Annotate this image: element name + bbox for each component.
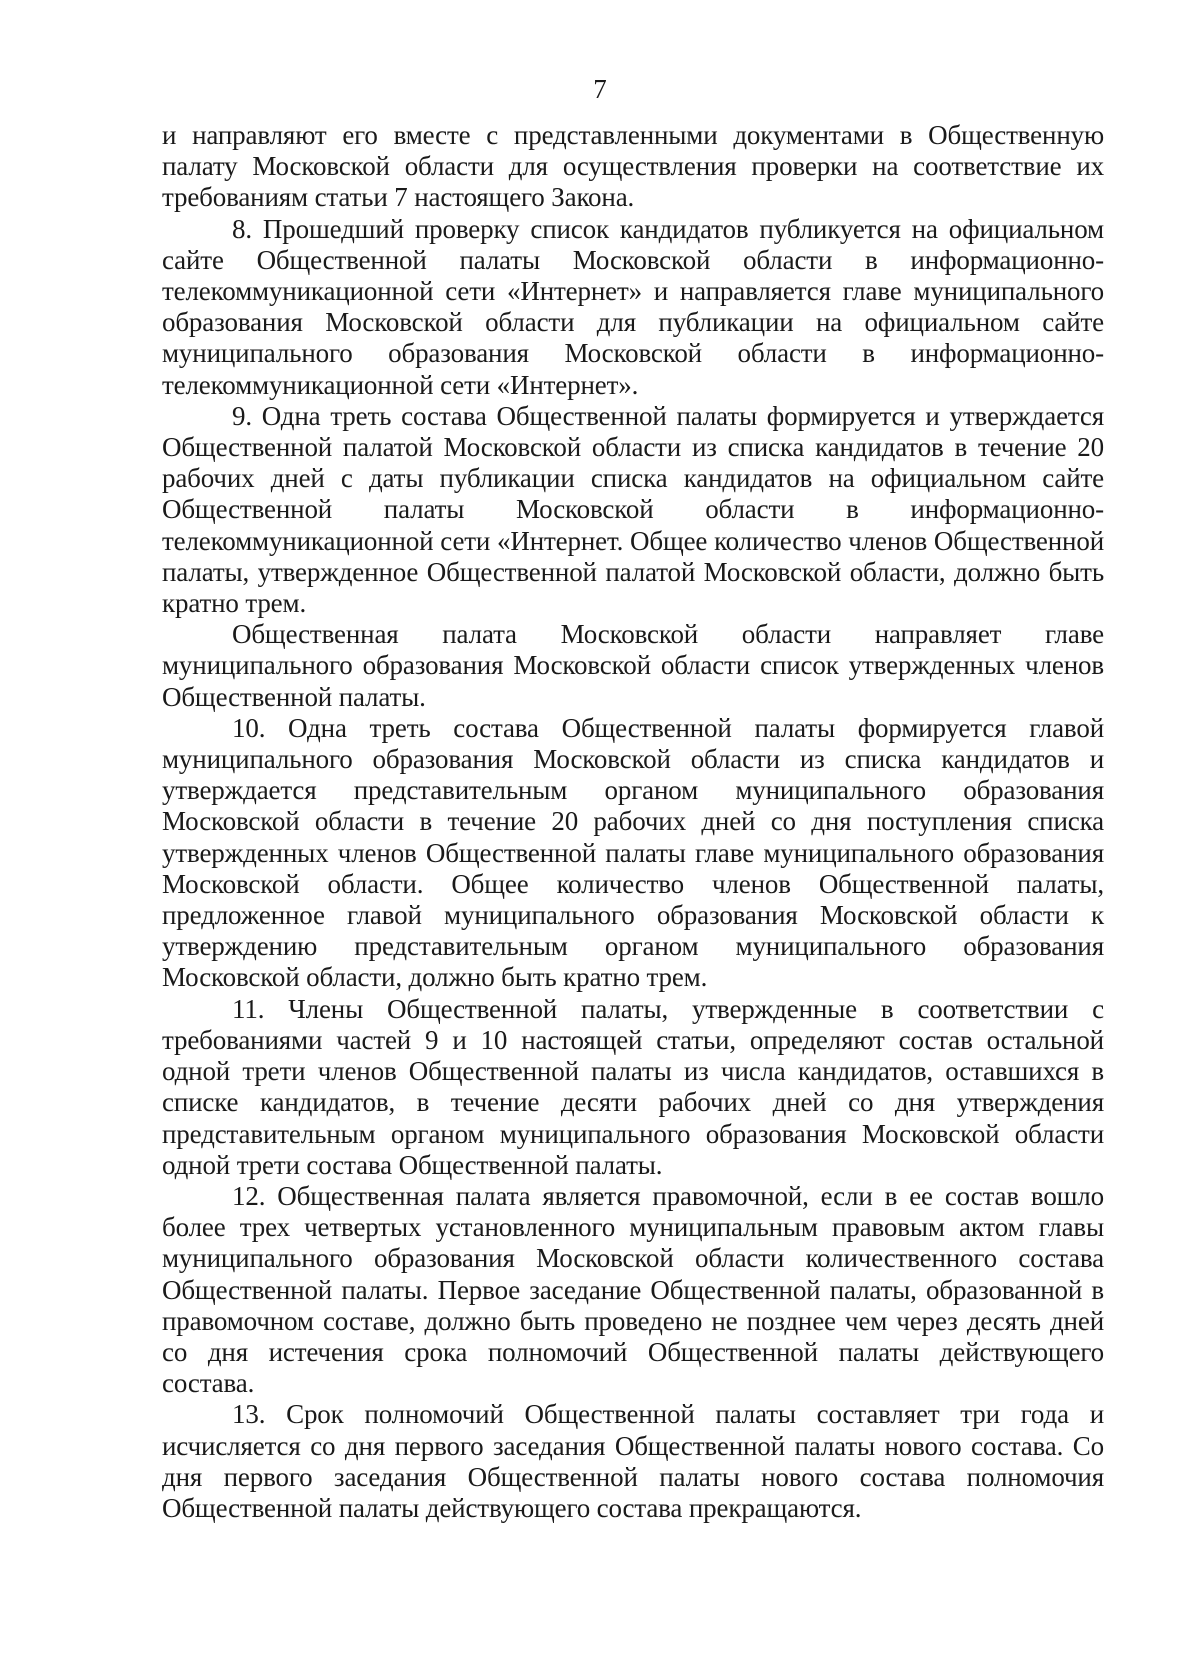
paragraph-item-9: 9. Одна треть состава Общественной палаты формируется и утверждается Общественной палатой Московской области из списка кандидатов в течение 20 рабочих дней с даты публикации списка кандидатов на официальном сайте Общественной палаты Московской области в информационно-телекоммуникационной сети «Интернет. Общее количество членов Общественной палаты, утвержденное Общественной палатой Московской области, должно быть кратно трем. [162,400,1104,619]
paragraph-item-11: 11. Члены Общественной палаты, утвержденные в соответствии с требованиями частей 9 и 10 настоящей статьи, определяют состав остальной одной трети членов Общественной палаты из числа кандидатов, оставшихся в списке кандидатов, в течение десяти рабочих дней со дня утверждения представительным органом муниципального образования Московской области одной трети состава Общественной палаты. [162,993,1104,1180]
paragraph-continuation: и направляют его вместе с представленными документами в Общественную палату Московской области для осуществления проверки на соответствие их требованиям статьи 7 настоящего Закона. [162,120,1104,213]
paragraph-item-12: 12. Общественная палата является правомочной, если в ее состав вошло более трех четвертых установленного муниципальным правовым актом главы муниципального образования Московской области количественного состава Общественной палаты. Первое заседание Общественной палаты, образованной в правомочном составе, должно быть проведено не позднее чем через десять дней со дня истечения срока полномочий Общественной палаты действующего состава. [162,1180,1104,1399]
paragraph-item-8: 8. Прошедший проверку список кандидатов публикуется на официальном сайте Общественной палаты Московской области в информационно-телекоммуникационной сети «Интернет» и направляется главе муниципального образования Московской области для публикации на официальном сайте муниципального образования Московской области в информационно-телекоммуникационной сети «Интернет». [162,213,1104,400]
page-number: 7 [593,74,607,104]
paragraph-item-9-continued: Общественная палата Московской области направляет главе муниципального образования Московской области список утвержденных членов Общественной палаты. [162,619,1104,712]
document-body [162,120,1104,1524]
paragraph-item-13: 13. Срок полномочий Общественной палаты составляет три года и исчисляется со дня первого заседания Общественной палаты нового состава. Со дня первого заседания Общественной палаты нового состава полномочия Общественной палаты действующего состава прекращаются. [162,1399,1104,1523]
paragraph-item-10: 10. Одна треть состава Общественной палаты формируется главой муниципального образования Московской области из списка кандидатов и утверждается представительным органом муниципального образования Московской области в течение 20 рабочих дней со дня поступления списка утвержденных членов Общественной палаты главе муниципального образования Московской области. Общее количество членов Общественной палаты, предложенное главой муниципального образования Московской области к утверждению представительным органом муниципального образования Московской области, должно быть кратно трем. [162,712,1104,993]
